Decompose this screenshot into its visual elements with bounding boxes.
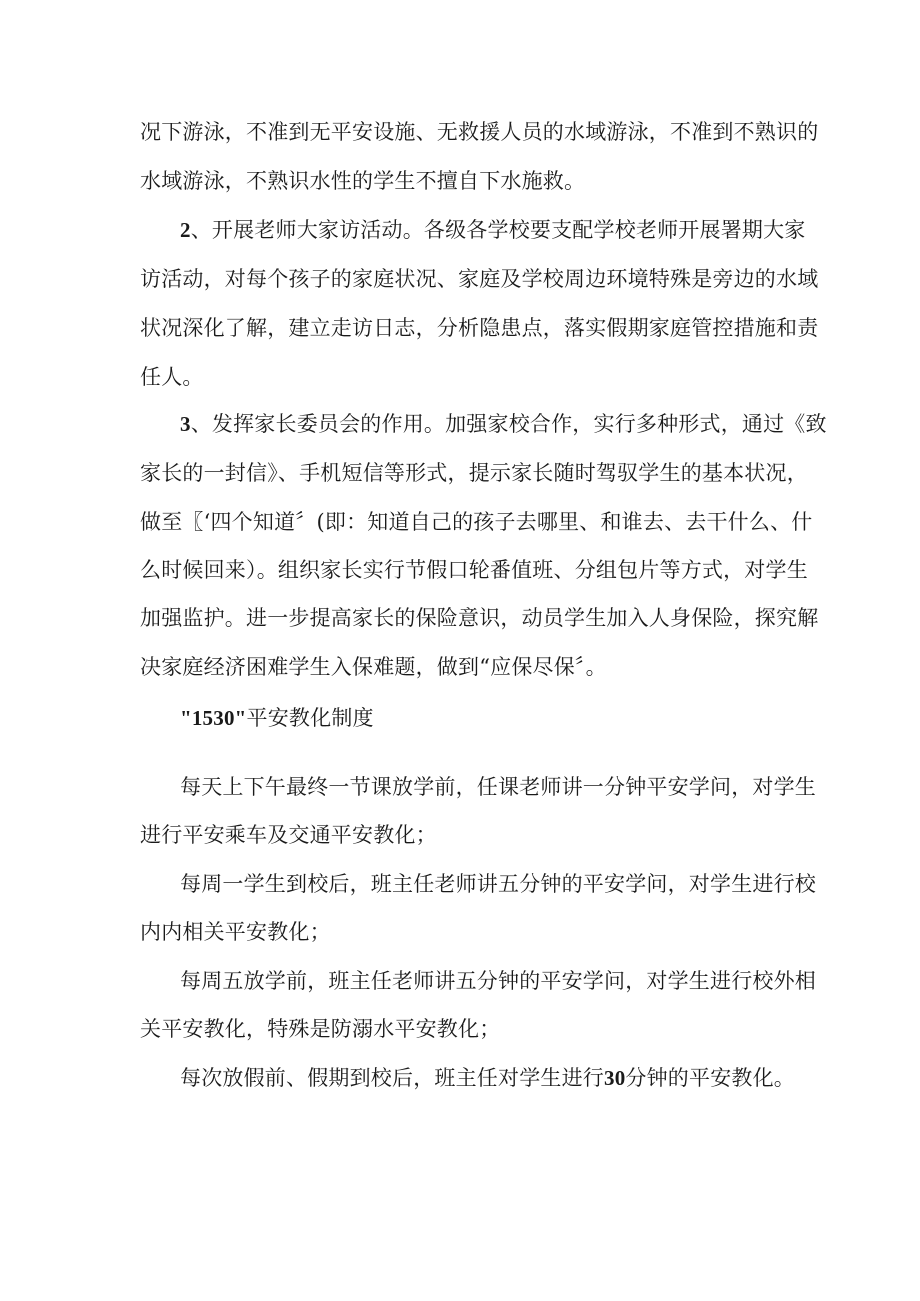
text-line: 决家庭经济困难学生入保难题，做到“应保尽保〞。 bbox=[140, 655, 607, 679]
item-text: 、开展老师大家访活动。各级各学校要支配学校老师开展署期大家 bbox=[190, 218, 806, 242]
text-line: 况下游泳，不准到无平安设施、无救援人员的水域游泳，不准到不熟识的 bbox=[140, 120, 819, 144]
text-line: 状况深化了解，建立走访日志，分析隐患点，落实假期家庭管控措施和责 bbox=[140, 316, 819, 340]
item-2-first-line bbox=[180, 215, 806, 245]
item-text: 、发挥家长委员会的作用。加强家校合作，实行多种形式，通过《致 bbox=[190, 412, 827, 436]
text-line: 关平安教化，特殊是防溺水平安教化； bbox=[140, 1017, 501, 1041]
rule-4-text-before: 每次放假前、假期到校后，班主任对学生进行 bbox=[180, 1066, 604, 1090]
item-number: 2 bbox=[180, 218, 191, 242]
section-heading bbox=[180, 703, 374, 733]
text-line: 每周五放学前，班主任老师讲五分钟的平安学问，对学生进行校外相 bbox=[180, 969, 816, 993]
text-line: 内内相关平安教化； bbox=[140, 920, 331, 944]
text-line: 做至〖‘四个知道〞(即：知道自己的孩子去哪里、和谁去、去干什么、什 bbox=[140, 510, 813, 534]
heading-number: "1530" bbox=[180, 706, 247, 730]
text-line: 每天上下午最终一节课放学前，任课老师讲一分钟平安学问，对学生 bbox=[180, 775, 816, 799]
item-3-first-line bbox=[180, 409, 827, 439]
heading-text: 平安教化制度 bbox=[246, 706, 374, 730]
rule-4 bbox=[180, 1063, 795, 1093]
text-line: 每周一学生到校后，班主任老师讲五分钟的平安学问，对学生进行校 bbox=[180, 872, 816, 896]
item-number: 3 bbox=[180, 412, 191, 436]
text-line: 家长的一封信》、手机短信等形式，提示家长随时驾驭学生的基本状况， bbox=[140, 461, 808, 485]
text-line: 加强监护。进一步提高家长的保险意识，动员学生加入人身保险，探究解 bbox=[140, 606, 819, 630]
text-line: 进行平安乘车及交通平安教化； bbox=[140, 823, 437, 847]
rule-4-number: 30 bbox=[604, 1066, 626, 1090]
text-line: 水域游泳，不熟识水性的学生不擅自下水施救。 bbox=[140, 169, 586, 193]
rule-4-text-after: 分钟的平安教化。 bbox=[625, 1066, 796, 1090]
text-line: 任人。 bbox=[140, 365, 204, 389]
text-line: 访活动，对每个孩子的家庭状况、家庭及学校周边环境特殊是旁边的水域 bbox=[140, 267, 819, 291]
text-line: 么时候回来）。组织家长实行节假口轮番值班、分组包片等方式，对学生 bbox=[140, 558, 808, 582]
